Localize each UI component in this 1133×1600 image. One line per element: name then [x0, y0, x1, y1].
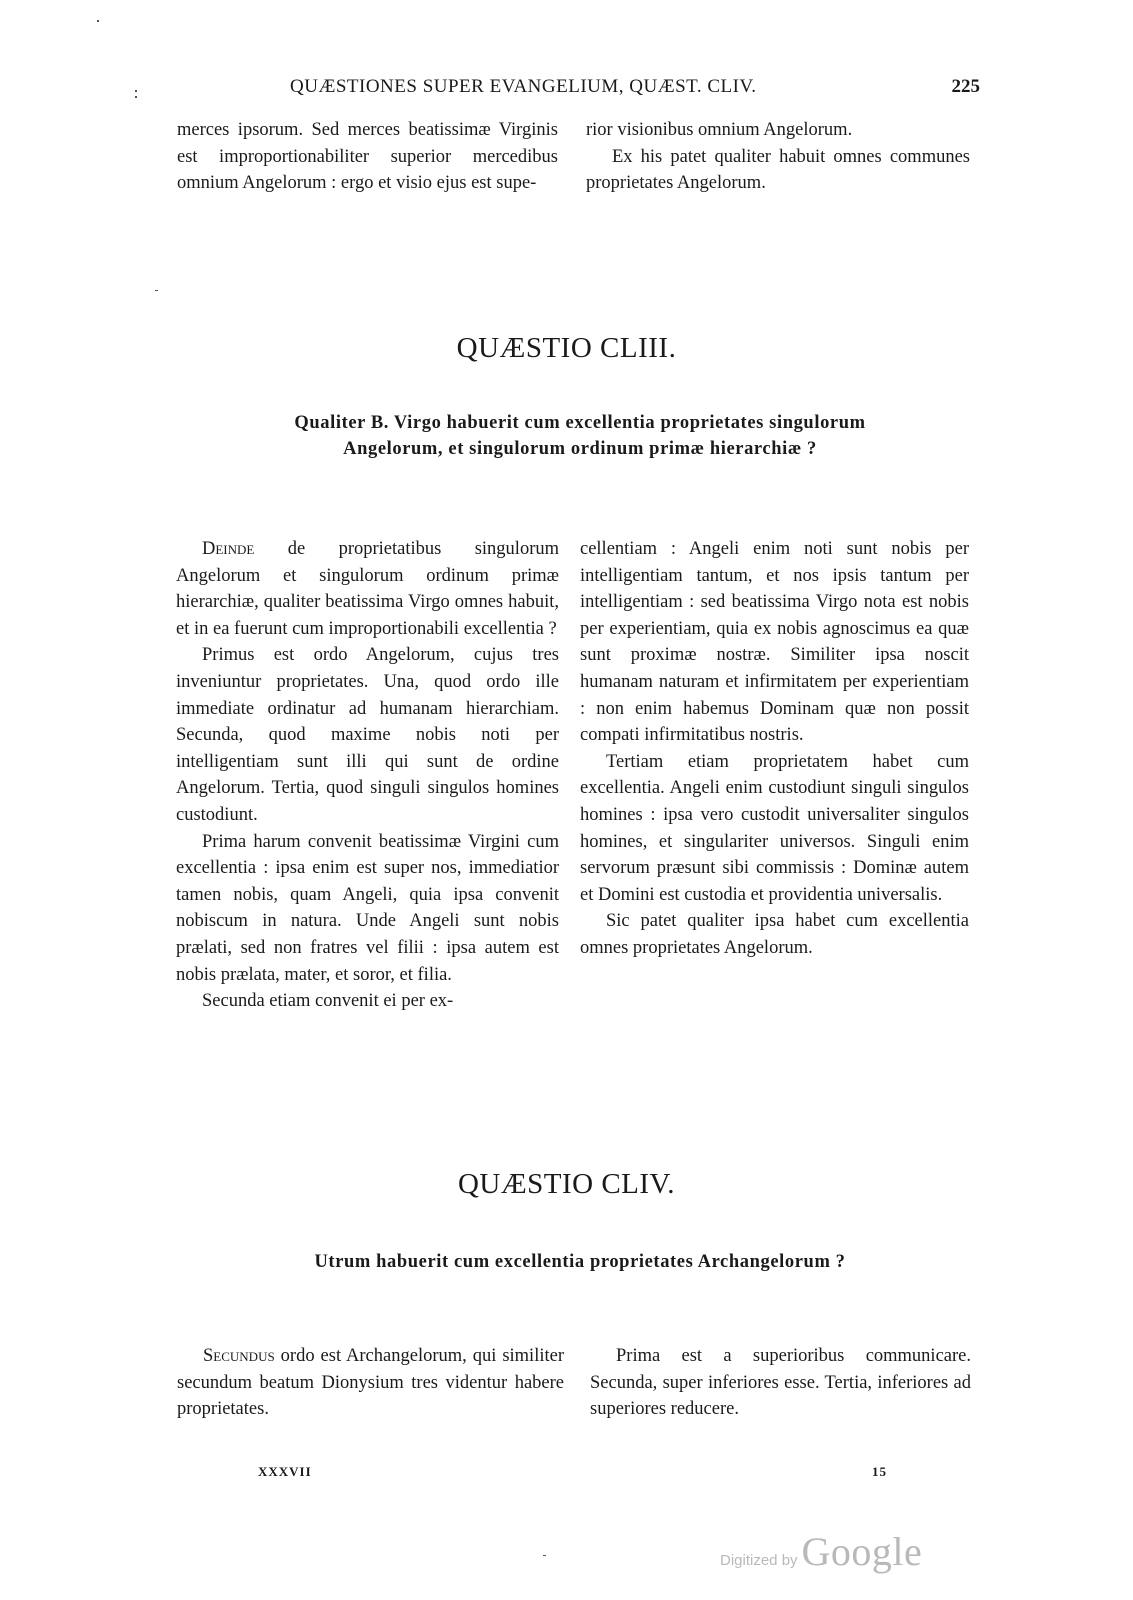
scan-speck [97, 20, 99, 22]
scan-speck [543, 1555, 546, 1556]
paragraph: Tertiam etiam proprietatem habet cum excellentia. Angeli enim custodiunt singuli singulos homines : ipsa vero custodit universaliter singulos homines, et singulariter universos. Singuli enim servorum præsunt sibi commissis : Dominæ autem et Domini est custodia et providentia universalis. [580, 751, 969, 905]
column-right [586, 117, 970, 197]
scan-speck [155, 290, 158, 291]
paragraph: Primus est ordo Angelorum, cujus tres inveniuntur proprietates. Una, quod ordo ille immediate ordinatur ad humanam hierarchiam. Secunda, quod maxime nobis noti per intelligentiam sunt illi qui sunt de ordine Angelorum. Tertia, quod singuli singulos homines custodiunt. [176, 645, 559, 825]
google-logo: Google [801, 1529, 923, 1574]
paragraph: Prima est a superioribus communicare. Secunda, super inferiores esse. Tertia, inferiores ad superiores reducere. [590, 1346, 971, 1420]
subtitle-line: Angelorum, et singulorum ordinum primæ hierarchiæ ? [343, 439, 817, 459]
question-title: QUÆSTIO CLIII. [456, 332, 677, 364]
initial-word: Secundus [203, 1346, 275, 1366]
column-right [580, 536, 969, 962]
paragraph: Secunda etiam convenit ei per ex- [202, 991, 454, 1012]
initial-word: Deinde [202, 539, 255, 559]
digitized-watermark [720, 1528, 922, 1575]
scan-speck [135, 96, 137, 98]
paragraph: Prima harum convenit beatissimæ Virgini cum excellentia : ipsa enim est super nos, immediatior tamen nobis, quam Angeli, quia ipsa convenit nobiscum in natura. Unde Angeli sunt nobis prælati, sed non fratres vel filii : ipsa autem est nobis prælata, mater, et soror, et filia. [176, 831, 559, 985]
question-title: QUÆSTIO CLIV. [457, 1168, 676, 1200]
page-number: 225 [951, 76, 980, 97]
paragraph: Deinde de proprietatibus singulorum Angelorum et singulorum ordinum primæ hierarchiæ, qualiter beatissima Virgo omnes habuit, et in ea fuerunt cum improportionabili excellentia ? [176, 539, 559, 639]
column-right [590, 1343, 971, 1423]
question-subtitle [160, 410, 1000, 462]
paragraph: merces ipsorum. Sed merces beatissimæ Virginis est improportionabiliter superior mercedibus omnium Angelorum : ergo et visio ejus est supe- [177, 120, 558, 194]
column-left [176, 536, 559, 1015]
scan-speck [135, 90, 137, 92]
paragraph: rior visionibus omnium Angelorum. [586, 120, 853, 140]
paragraph: cellentiam : Angeli enim noti sunt nobis per intelligentiam tantum, et nos ipsis tantum per intelligentiam : sed beatissima Virgo nota est nobis per experientiam, quia ex nobis agnoscimus ea quæ sunt proximæ nostræ. Similiter ipsa noscit humanam naturam et infirmitatem per experientiam : non enim habemus Dominam quæ non possit compati infirmitatibus nostris. [580, 539, 969, 746]
column-left [177, 1343, 564, 1423]
subtitle-line: Qualiter B. Virgo habuerit cum excellentia proprietates singulorum [294, 413, 866, 433]
signature-number: 15 [872, 1464, 887, 1479]
running-head [290, 76, 980, 106]
paragraph: Secundus ordo est Archangelorum, qui similiter secundum beatum Dionysium tres videntur habere proprietates. [177, 1346, 564, 1420]
top-continuation [0, 117, 1133, 237]
question-body [0, 1343, 1133, 1433]
column-left [177, 117, 558, 197]
paragraph: Ex his patet qualiter habuit omnes communes proprietates Angelorum. [586, 146, 970, 194]
signature-mark: XXXVII [258, 1464, 312, 1479]
watermark-prefix: Digitized by [720, 1552, 798, 1569]
question-subtitle: Utrum habuerit cum excellentia proprietates Archangelorum ? [314, 1252, 846, 1272]
paragraph: Sic patet qualiter ipsa habet cum excellentia omnes proprietates Angelorum. [580, 911, 969, 958]
question-body [0, 536, 1133, 1076]
running-head-title: QUÆSTIONES SUPER EVANGELIUM, QUÆST. CLIV. [290, 76, 757, 97]
